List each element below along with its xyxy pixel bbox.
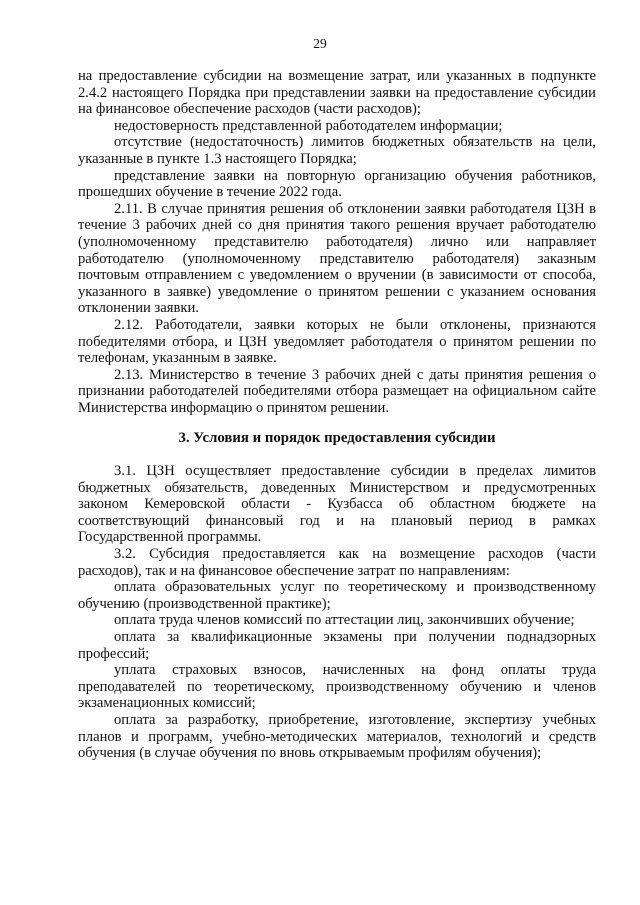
- paragraphs-before-heading: [78, 68, 596, 416]
- paragraphs-after-heading: [78, 463, 596, 762]
- list-item: оплата за квалификационные экзамены при получении поднадзорных профессий;: [78, 629, 596, 662]
- paragraph-2-13: 2.13. Министерство в течение 3 рабочих дней с даты принятия решения о признании работодателей победителями отбора размещает на официальном сайте Министерства информацию о принятом решении.: [78, 366, 596, 416]
- paragraph-3-2: 3.2. Субсидия предоставляется как на возмещение расходов (части расходов), так и на финансовое обеспечение затрат по направлениям:: [78, 546, 596, 579]
- paragraph: отсутствие (недостаточность) лимитов бюджетных обязательств на цели, указанные в пункте 1.3 настоящего Порядка;: [78, 134, 596, 167]
- paragraph: недостоверность представленной работодателем информации;: [114, 117, 503, 134]
- list-item: оплата труда членов комиссий по аттестации лиц, закончивших обучение;: [114, 612, 575, 629]
- paragraph: представление заявки на повторную организацию обучения работников, прошедших обучение в течение 2022 года.: [78, 167, 596, 201]
- list-item: уплата страховых взносов, начисленных на фонд оплаты труда преподавателей по теоретическому, производственному обучению и членов экзаменационных комиссий;: [78, 662, 596, 712]
- list-item: оплата образовательных услуг по теоретическому и производственному обучению (производственной практике);: [78, 579, 596, 612]
- page-number: 29: [313, 36, 327, 51]
- section-heading: 3. Условия и порядок предоставления субсидии: [178, 430, 496, 447]
- paragraph: на предоставление субсидии на возмещение затрат, или указанных в подпункте 2.4.2 настоящего Порядка при представлении заявки на предоставление субсидии на финансовое обеспечение расходов (части расходов);: [78, 68, 596, 118]
- paragraph-3-1: 3.1. ЦЗН осуществляет предоставление субсидии в пределах лимитов бюджетных обязательств, доведенных Министерством и предусмотренных законом Кемеровской области - Кузбасса об областном бюджете на соответствующий финансовый год и на плановый период в рамках Государственной программы.: [78, 463, 596, 546]
- paragraph-2-12: 2.12. Работодатели, заявки которых не были отклонены, признаются победителями отбора, и ЦЗН уведомляет работодателя о принятом решении по телефонам, указанным в заявке.: [78, 316, 596, 367]
- paragraph-2-11: 2.11. В случае принятия решения об отклонении заявки работодателя ЦЗН в течение 3 рабочих дней со дня принятия такого решения вручает работодателю (уполномоченному представителю работодателя) лично или направляет работодателю (уполномоченному представителю работодателя) заказным почтовым отправлением с уведомлением о вручении (в зависимости от способа, указанного в заявке) уведомление о принятом решении с указанием основания отклонении заявки.: [78, 200, 596, 317]
- list-item: оплата за разработку, приобретение, изготовление, экспертизу учебных планов и программ, учебно-методических материалов, технологий и средств обучения (в случае обучения по вновь открываемым профилям обучения);: [78, 711, 596, 762]
- document-body: [78, 68, 596, 762]
